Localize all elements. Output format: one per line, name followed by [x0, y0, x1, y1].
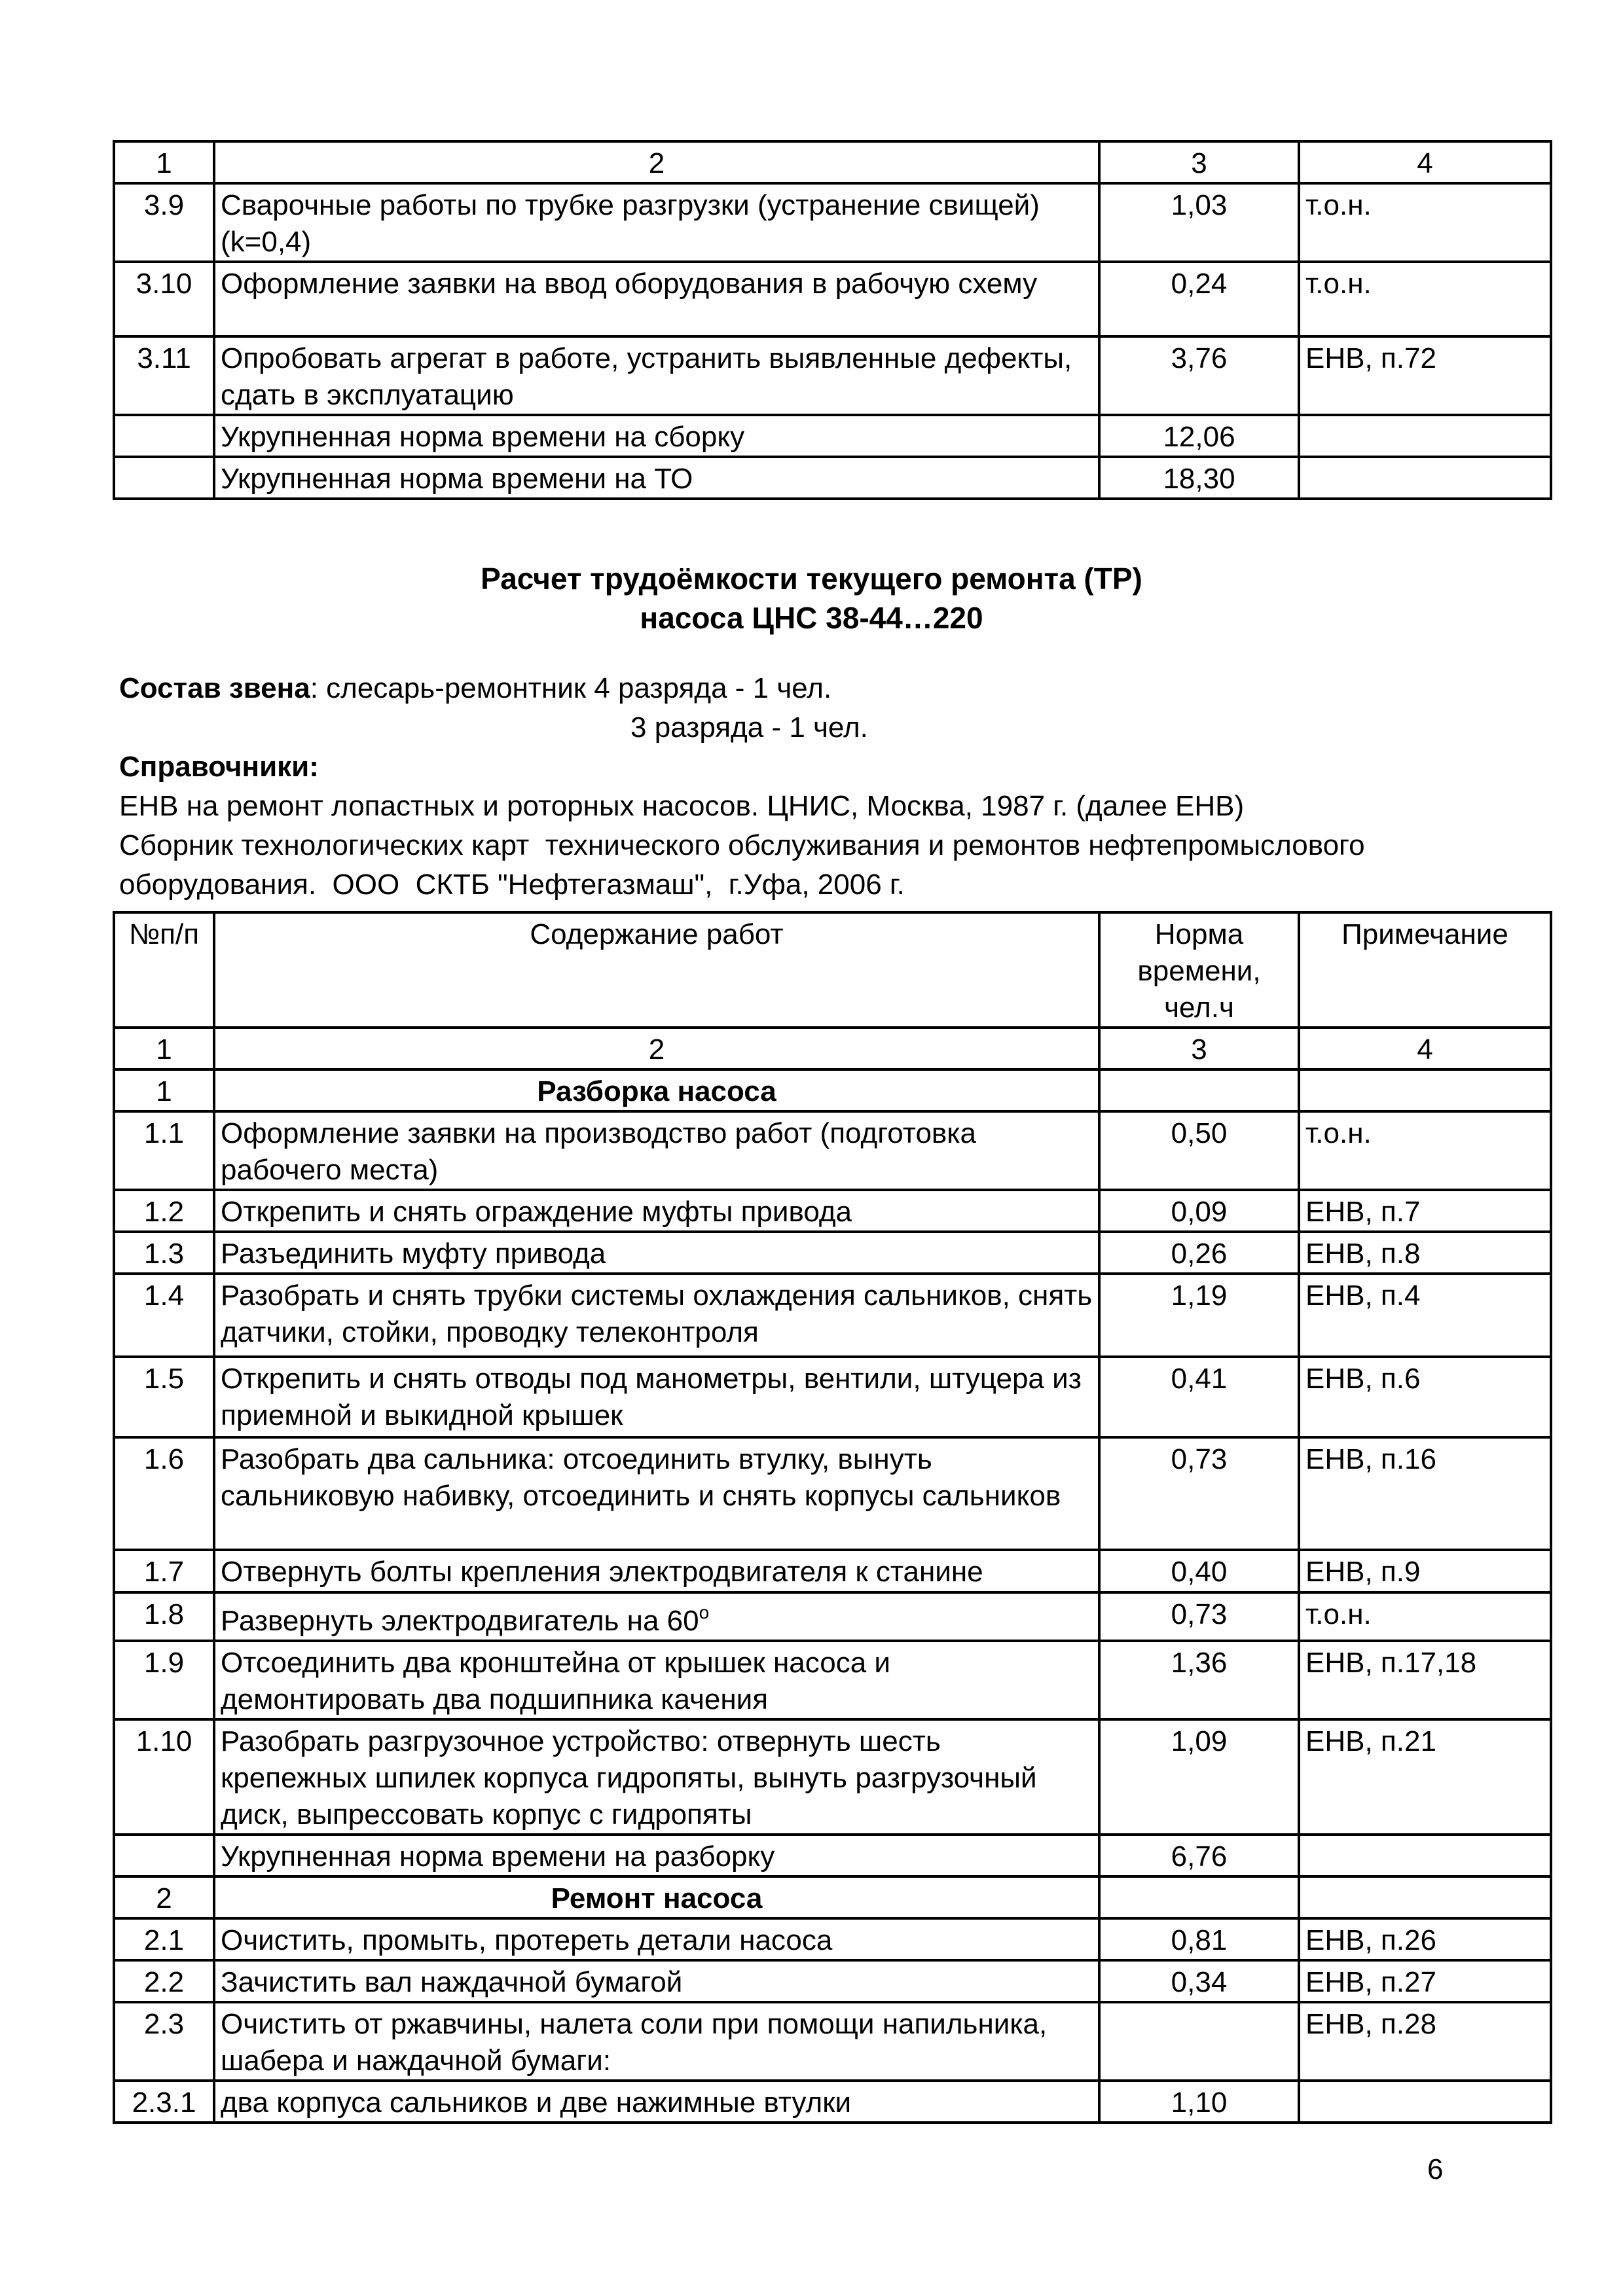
- row-note: [1299, 415, 1551, 457]
- header-num: №п/п: [114, 912, 214, 1028]
- col-number-1: 1: [114, 1028, 214, 1069]
- table-row: [114, 1719, 1551, 1835]
- row-note: ЕНВ, п.28: [1299, 2002, 1551, 2081]
- labor-table: [113, 911, 1552, 2124]
- row-note: [1299, 2081, 1551, 2123]
- row-norm: 0,73: [1099, 1592, 1299, 1641]
- table-row: [114, 1232, 1551, 1274]
- section-row: [114, 1876, 1551, 1918]
- table-row: [114, 1274, 1551, 1357]
- row-number: 2.2: [114, 1960, 214, 2002]
- row-number: 1.8: [114, 1592, 214, 1641]
- row-text: Разобрать и снять трубки системы охлаждения сальников, снять датчики, стойки, проводку телеконтроля: [214, 1274, 1099, 1357]
- col-number-2: 2: [214, 1028, 1099, 1069]
- row-number: [114, 457, 214, 499]
- page-number: 6: [1427, 2153, 1444, 2185]
- row-text: Опробовать агрегат в работе, устранить выявленные дефекты, сдать в эксплуатацию: [214, 336, 1099, 415]
- row-note: т.о.н.: [1299, 1111, 1551, 1190]
- empty-cell: [114, 1835, 214, 1876]
- row-norm: 0,24: [1099, 262, 1299, 336]
- row-text: Сварочные работы по трубке разгрузки (устранение свищей) (k=0,4): [214, 183, 1099, 262]
- row-number: 1.1: [114, 1111, 214, 1190]
- header-note: Примечание: [1299, 912, 1551, 1028]
- table-row: [114, 1918, 1551, 1960]
- row-norm: 12,06: [1099, 415, 1299, 457]
- col-number-3: 3: [1099, 1028, 1299, 1069]
- row-norm: [1099, 2002, 1299, 2081]
- row-number: 1.7: [114, 1550, 214, 1592]
- row-number: 2.3.1: [114, 2081, 214, 2123]
- row-number: 3.11: [114, 336, 214, 415]
- table-row: [114, 183, 1551, 262]
- col-number-4: 4: [1299, 1028, 1551, 1069]
- section-row: [114, 1069, 1551, 1111]
- row-note: ЕНВ, п.7: [1299, 1190, 1551, 1232]
- col-number-3: 3: [1099, 141, 1299, 183]
- row-norm: 0,34: [1099, 1960, 1299, 2002]
- row-norm: 18,30: [1099, 457, 1299, 499]
- row-note: т.о.н.: [1299, 262, 1551, 336]
- crew-text-1: : слесарь-ремонтник 4 разряда - 1 чел.: [310, 672, 832, 704]
- row-number: 3.9: [114, 183, 214, 262]
- row-note: ЕНВ, п.21: [1299, 1719, 1551, 1835]
- row-text: Отвернуть болты крепления электродвигателя к станине: [214, 1550, 1099, 1592]
- row-text: Разобрать разгрузочное устройство: отвернуть шесть крепежных шпилек корпуса гидропяты, вынуть разгрузочный диск, выпрессовать корпус с гидропяты: [214, 1719, 1099, 1835]
- row-norm: 0,26: [1099, 1232, 1299, 1274]
- crew-line1: [119, 670, 831, 707]
- row-text: Разъединить муфту привода: [214, 1232, 1099, 1274]
- section-title: Разборка насоса: [214, 1069, 1099, 1111]
- reference-line2: Сборник технологических карт технического обслуживания и ремонтов нефтепромыслового: [119, 829, 1365, 861]
- row-number: 1.6: [114, 1437, 214, 1550]
- row-number: 1.3: [114, 1232, 214, 1274]
- row-text: Открепить и снять ограждение муфты привода: [214, 1190, 1099, 1232]
- table-row: [114, 1960, 1551, 2002]
- row-number: 1.10: [114, 1719, 214, 1835]
- empty-cell: [1299, 1069, 1551, 1111]
- header-content: Содержание работ: [214, 912, 1099, 1028]
- section-number: 2: [114, 1876, 214, 1918]
- row-text-main: Развернуть электродвигатель на 60: [221, 1605, 699, 1637]
- row-text: Оформление заявки на производство работ (подготовка рабочего места): [214, 1111, 1099, 1190]
- row-number: 1.4: [114, 1274, 214, 1357]
- header-row: [114, 912, 1551, 1028]
- row-norm: 1,19: [1099, 1274, 1299, 1357]
- row-text: Открепить и снять отводы под манометры, вентили, штуцера из приемной и выкидной крышек: [214, 1357, 1099, 1437]
- summary-norm: 6,76: [1099, 1835, 1299, 1876]
- crew-line2: 3 разряда - 1 чел.: [630, 711, 868, 744]
- row-norm: 1,03: [1099, 183, 1299, 262]
- row-text: Разобрать два сальника: отсоединить втулку, вынуть сальниковую набивку, отсоединить и снять корпусы сальников: [214, 1437, 1099, 1550]
- table-row: [114, 336, 1551, 415]
- col-number-4: 4: [1299, 141, 1551, 183]
- row-norm: 3,76: [1099, 336, 1299, 415]
- row-text: Отсоединить два кронштейна от крышек насоса и демонтировать два подшипника качения: [214, 1641, 1099, 1719]
- row-number: 1.2: [114, 1190, 214, 1232]
- row-norm: 0,81: [1099, 1918, 1299, 1960]
- empty-cell: [1099, 1069, 1299, 1111]
- column-number-row: [114, 1028, 1551, 1069]
- row-note: ЕНВ, п.9: [1299, 1550, 1551, 1592]
- table-row: [114, 1550, 1551, 1592]
- row-text: Укрупненная норма времени на сборку: [214, 415, 1099, 457]
- document-title-line1: Расчет трудоёмкости текущего ремонта (ТР): [481, 562, 1142, 596]
- row-number: 3.10: [114, 262, 214, 336]
- table-row: [114, 2081, 1551, 2123]
- row-text: Очистить от ржавчины, налета соли при помощи напильника, шабера и наждачной бумаги:: [214, 2002, 1099, 2081]
- references-label: Справочники:: [119, 751, 319, 783]
- table-row: [114, 1641, 1551, 1719]
- row-note: [1299, 457, 1551, 499]
- table-row: [114, 1111, 1551, 1190]
- table-row: [114, 1437, 1551, 1550]
- header-norm: Норма времени, чел.ч: [1099, 912, 1299, 1028]
- row-norm: 1,10: [1099, 2081, 1299, 2123]
- row-note: ЕНВ, п.17,18: [1299, 1641, 1551, 1719]
- row-norm: 0,09: [1099, 1190, 1299, 1232]
- column-number-row: [114, 141, 1551, 183]
- row-note: ЕНВ, п.26: [1299, 1918, 1551, 1960]
- table-row: [114, 1592, 1551, 1641]
- row-norm: 0,41: [1099, 1357, 1299, 1437]
- document-title-line2: насоса ЦНС 38-44…220: [640, 601, 983, 635]
- row-note: ЕНВ, п.4: [1299, 1274, 1551, 1357]
- row-text: Очистить, промыть, протереть детали насоса: [214, 1918, 1099, 1960]
- row-note: ЕНВ, п.27: [1299, 1960, 1551, 2002]
- col-number-1: 1: [114, 141, 214, 183]
- reference-line3: оборудования. ООО СКТБ "Нефтегазмаш", г.Уфа, 2006 г.: [119, 869, 905, 901]
- row-note: ЕНВ, п.6: [1299, 1357, 1551, 1437]
- row-note: т.о.н.: [1299, 183, 1551, 262]
- table-row: [114, 2002, 1551, 2081]
- row-number: [114, 415, 214, 457]
- section-number: 1: [114, 1069, 214, 1111]
- section-title: Ремонт насоса: [214, 1876, 1099, 1918]
- empty-cell: [1099, 1876, 1299, 1918]
- row-number: 1.5: [114, 1357, 214, 1437]
- empty-cell: [1299, 1835, 1551, 1876]
- summary-row: [114, 415, 1551, 457]
- row-note: ЕНВ, п.72: [1299, 336, 1551, 415]
- row-norm: 1,09: [1099, 1719, 1299, 1835]
- row-norm: 0,50: [1099, 1111, 1299, 1190]
- table-row: [114, 262, 1551, 336]
- row-text: Зачистить вал наждачной бумагой: [214, 1960, 1099, 2002]
- row-text: два корпуса сальников и две нажимные втулки: [214, 2081, 1099, 2123]
- row-text: Оформление заявки на ввод оборудования в рабочую схему: [214, 262, 1099, 336]
- summary-row: [114, 1835, 1551, 1876]
- summary-row: [114, 457, 1551, 499]
- table-row: [114, 1357, 1551, 1437]
- summary-text: Укрупненная норма времени на разборку: [214, 1835, 1099, 1876]
- row-note: ЕНВ, п.8: [1299, 1232, 1551, 1274]
- row-note: ЕНВ, п.16: [1299, 1437, 1551, 1550]
- table-row: [114, 1190, 1551, 1232]
- row-number: 2.3: [114, 2002, 214, 2081]
- row-norm: 0,73: [1099, 1437, 1299, 1550]
- row-note: т.о.н.: [1299, 1592, 1551, 1641]
- col-number-2: 2: [214, 141, 1099, 183]
- row-number: 1.9: [114, 1641, 214, 1719]
- row-text: Укрупненная норма времени на ТО: [214, 457, 1099, 499]
- row-number: 2.1: [114, 1918, 214, 1960]
- degree-sign: o: [699, 1602, 710, 1623]
- empty-cell: [1299, 1876, 1551, 1918]
- row-norm: 0,40: [1099, 1550, 1299, 1592]
- continuation-table: [113, 140, 1552, 500]
- reference-line1: ЕНВ на ремонт лопастных и роторных насосов. ЦНИС, Москва, 1987 г. (далее ЕНВ): [119, 790, 1245, 822]
- crew-label: Состав звена: [119, 672, 310, 704]
- row-norm: 1,36: [1099, 1641, 1299, 1719]
- row-text: [214, 1592, 1099, 1641]
